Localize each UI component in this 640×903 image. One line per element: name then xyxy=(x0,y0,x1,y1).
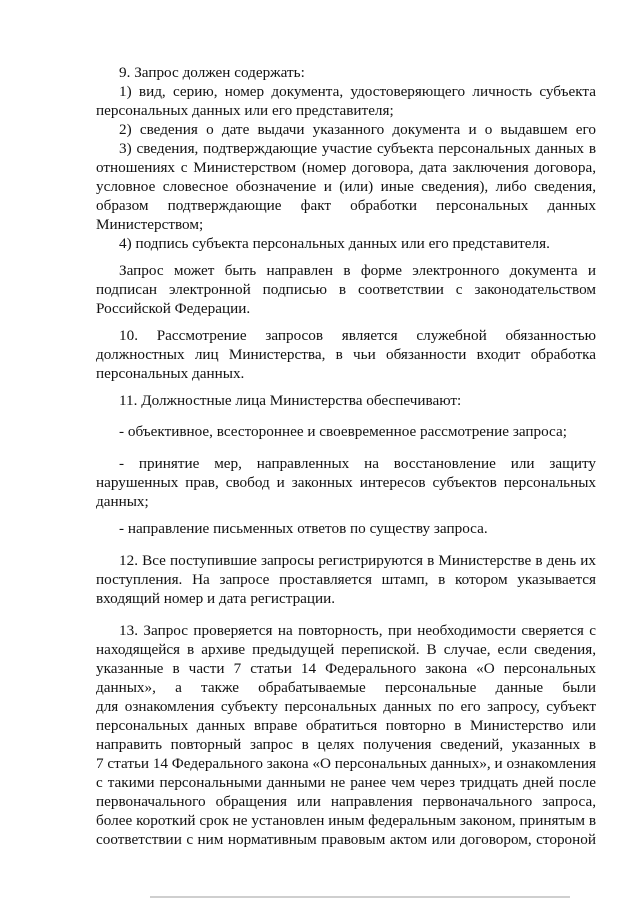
text-line: отношениях с Министерством (номер договора, дата заключения договора, xyxy=(96,159,596,176)
text-line: более короткий срок не установлен иным федеральным законом, принятым в xyxy=(96,812,596,829)
text-line: соответствии с ним нормативным правовым актом или договором, стороной xyxy=(96,831,596,848)
text-line: Министерством; xyxy=(96,216,204,233)
list-item: - объективное, всестороннее и своевременное рассмотрение запроса; xyxy=(119,423,567,440)
paragraph-12-heading: 12. Все поступившие запросы регистрируются в Министерстве в день их xyxy=(119,552,596,569)
text-line: условное словесное обозначение и (или) иные сведения), либо сведения, xyxy=(96,178,596,195)
text-line: указанные в части 7 статьи 14 Федерального закона «О персональных xyxy=(96,660,596,677)
list-item: - направление письменных ответов по существу запроса. xyxy=(119,520,488,537)
text-line: находящейся в архиве предыдущей перепиской. В случае, если сведения, xyxy=(96,641,596,658)
text-line: с такими персональными данными не ранее чем через тридцать дней после xyxy=(96,774,596,791)
text-line: первоначального обращения или направления первоначального запроса, xyxy=(96,793,596,810)
paragraph-11-heading: 11. Должностные лица Министерства обеспечивают: xyxy=(119,392,462,409)
text-line: 1) вид, серию, номер документа, удостоверяющего личность субъекта xyxy=(119,83,596,100)
text-line: 3) сведения, подтверждающие участие субъекта персональных данных в xyxy=(119,140,596,157)
text-line: 7 статьи 14 Федерального закона «О персональных данных», и ознакомления xyxy=(96,755,596,772)
text-line: Запрос может быть направлен в форме электронного документа и xyxy=(119,262,596,279)
text-line: 2) сведения о дате выдачи указанного документа и о выдавшем его xyxy=(119,121,596,138)
paragraph-9-heading: 9. Запрос должен содержать: xyxy=(119,64,305,81)
text-line: должностных лиц Министерства, в чьи обязанности входит обработка xyxy=(96,346,596,363)
scan-edge-line xyxy=(150,896,570,898)
text-line: Российской Федерации. xyxy=(96,300,251,317)
list-item: - принятие мер, направленных на восстановление или защиту xyxy=(119,455,596,472)
text-line: направить повторный запрос в целях получения сведений, указанных в xyxy=(96,736,596,753)
text-line: 4) подпись субъекта персональных данных или его представителя. xyxy=(119,235,550,252)
text-line: для ознакомления субъекту персональных данных по его запросу, субъект xyxy=(96,698,596,715)
text-line: данных», а также обрабатываемые персональные данные были xyxy=(96,679,596,696)
text-line: нарушенных прав, свобод и законных интересов субъектов персональных xyxy=(96,474,596,491)
text-line: поступления. На запросе проставляется штамп, в котором указывается xyxy=(96,571,596,588)
text-line: подписан электронной подписью в соответствии с законодательством xyxy=(96,281,596,298)
paragraph-13-heading: 13. Запрос проверяется на повторность, при необходимости сверяется с xyxy=(119,622,596,639)
paragraph-10-heading: 10. Рассмотрение запросов является служебной обязанностью xyxy=(119,327,596,344)
text-line: персональных данных или его представителя; xyxy=(96,102,394,119)
text-line: образом подтверждающие факт обработки персональных данных xyxy=(96,197,596,214)
text-line: персональных данных вправе обратиться повторно в Министерство или xyxy=(96,717,596,734)
text-line: персональных данных. xyxy=(96,365,245,382)
text-line: данных; xyxy=(96,493,149,510)
text-line: входящий номер и дата регистрации. xyxy=(96,590,336,607)
